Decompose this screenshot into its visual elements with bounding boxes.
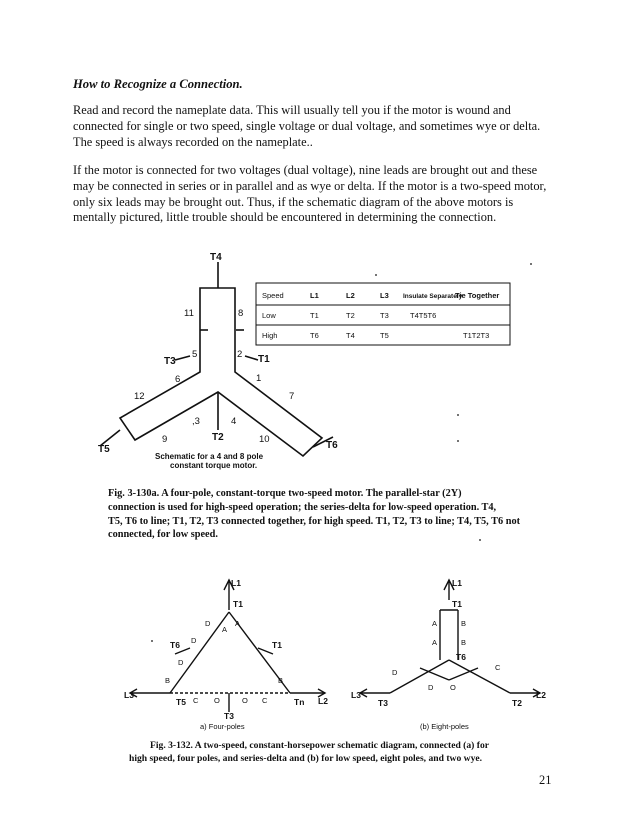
winding-number: 9 xyxy=(162,434,168,445)
terminal-t6: T6 xyxy=(326,440,338,451)
table-cell: T4 xyxy=(346,331,355,340)
winding-number: 11 xyxy=(184,308,194,319)
winding-letter: O xyxy=(450,683,456,692)
winding-number: 8 xyxy=(238,308,244,319)
table-header-cell: L2 xyxy=(346,291,355,300)
table-cell: T1T2T3 xyxy=(463,331,490,340)
table-cell: T3 xyxy=(380,311,389,320)
figure-caption-line: T5, T6 to line; T1, T2, T3 connected together, for high speed. T1, T2, T3 to line; T4, T5, T6 not xyxy=(108,516,521,527)
figure-caption-line: Fig. 3-132. A two-speed, constant-horsepower schematic diagram, connected (a) for xyxy=(150,740,490,751)
terminal-label: T1 xyxy=(272,640,282,650)
section-heading: How to Recognize a Connection. xyxy=(73,77,243,91)
terminal-label: T3 xyxy=(378,698,388,708)
table-cell: T4T5T6 xyxy=(410,311,437,320)
text-line: If the motor is connected for two voltages (dual voltage), nine leads are brought out and these xyxy=(73,163,538,177)
winding-letter: C xyxy=(193,696,199,705)
terminal-label: T5 xyxy=(176,697,186,707)
terminal-label: L1 xyxy=(452,578,462,588)
winding-letter: B xyxy=(461,638,467,647)
text-line: mentally pictured, little trouble should be encountered in determining the connection. xyxy=(73,210,497,225)
table-header-cell: L3 xyxy=(380,291,389,300)
winding-letter: D xyxy=(178,658,184,667)
terminal-label: Tn xyxy=(294,697,305,707)
terminal-t5: T5 xyxy=(98,444,110,455)
text-line: The speed is always recorded on the nameplate.. xyxy=(73,134,313,149)
page-number: 21 xyxy=(539,773,552,787)
table-cell: T2 xyxy=(346,311,355,320)
four-poles-diagram xyxy=(130,580,325,712)
table-header-cell: Speed xyxy=(262,291,284,300)
terminal-label: T1 xyxy=(233,599,243,609)
table-cell: T1 xyxy=(310,311,319,320)
terminal-label: L2 xyxy=(536,690,546,700)
winding-letter: D xyxy=(205,619,211,628)
winding-letter: A xyxy=(222,625,228,634)
subfigure-caption: (b) Eight-poles xyxy=(420,722,469,731)
winding-letter: O xyxy=(214,696,220,705)
winding-letter: C xyxy=(262,696,268,705)
schematic-label: constant torque motor. xyxy=(170,461,258,470)
figure-caption-line: high speed, four poles, and series-delta and (b) for low speed, eight poles, and two wye. xyxy=(129,753,483,764)
terminal-label: L3 xyxy=(351,690,361,700)
winding-number: 5 xyxy=(192,349,198,360)
figure-caption-line: connected, for low speed. xyxy=(108,529,218,540)
text-line: Read and record the nameplate data. This will usually tell you if the motor is wound and xyxy=(73,103,511,117)
terminal-label: T1 xyxy=(452,599,462,609)
table-header-cell: L1 xyxy=(310,291,319,300)
winding-letter: A xyxy=(432,619,438,628)
winding-letter: B xyxy=(165,676,171,685)
winding-number: 6 xyxy=(175,374,181,385)
winding-number: 10 xyxy=(259,434,270,445)
terminal-label: L3 xyxy=(124,690,134,700)
table-header-cell: Insulate Separately xyxy=(403,293,463,300)
winding-number: 12 xyxy=(134,391,145,402)
winding-number: 7 xyxy=(289,391,295,402)
table-cell: Low xyxy=(262,311,276,320)
subfigure-caption: a) Four-poles xyxy=(200,722,245,731)
winding-letter: A xyxy=(235,619,241,628)
winding-number: 4 xyxy=(231,416,237,427)
terminal-t4: T4 xyxy=(210,252,222,263)
terminal-label: L1 xyxy=(231,578,241,588)
eight-poles-diagram xyxy=(360,580,540,697)
terminal-label: T6 xyxy=(456,652,466,662)
terminal-t2: T2 xyxy=(212,432,224,443)
terminal-t1: T1 xyxy=(258,354,270,365)
table-cell: High xyxy=(262,331,278,340)
text-line: may be connected in series or in parallel and as wye or delta. If the motor is a two-speed motor, xyxy=(73,178,547,193)
winding-letter: O xyxy=(242,696,248,705)
winding-letter: C xyxy=(495,663,501,672)
table-header-cell: Tie Together xyxy=(455,291,500,300)
schematic-label: Schematic for a 4 and 8 pole xyxy=(155,452,264,461)
text-line: only six leads may be brought out. Thus, if the schematic diagram of the above motors is xyxy=(73,194,514,209)
terminal-label: T3 xyxy=(224,711,234,721)
winding-letter: B xyxy=(461,619,467,628)
terminal-label: T2 xyxy=(512,698,522,708)
winding-letter: D xyxy=(392,668,398,677)
figure-caption-line: connection is used for high-speed operation; the series-delta for low-speed operation. T4, xyxy=(108,502,497,513)
terminal-label: T6 xyxy=(170,640,180,650)
winding-number: ,3 xyxy=(192,416,200,427)
winding-letter: A xyxy=(432,638,438,647)
winding-number: 2 xyxy=(237,349,243,360)
winding-letter: B xyxy=(278,676,284,685)
terminal-t3: T3 xyxy=(164,356,176,367)
figure-caption-line: Fig. 3-130a. A four-pole, constant-torque two-speed motor. The parallel-star (2Y) xyxy=(108,488,462,499)
winding-number: 1 xyxy=(256,373,262,384)
winding-letter: D xyxy=(191,636,197,645)
terminal-label: L2 xyxy=(318,696,328,706)
table-cell: T5 xyxy=(380,331,389,340)
text-line: connected for single or two speed, single voltage or dual voltage, and sometimes wye or delta. xyxy=(73,118,541,133)
table-cell: T6 xyxy=(310,331,319,340)
winding-letter: D xyxy=(428,683,434,692)
